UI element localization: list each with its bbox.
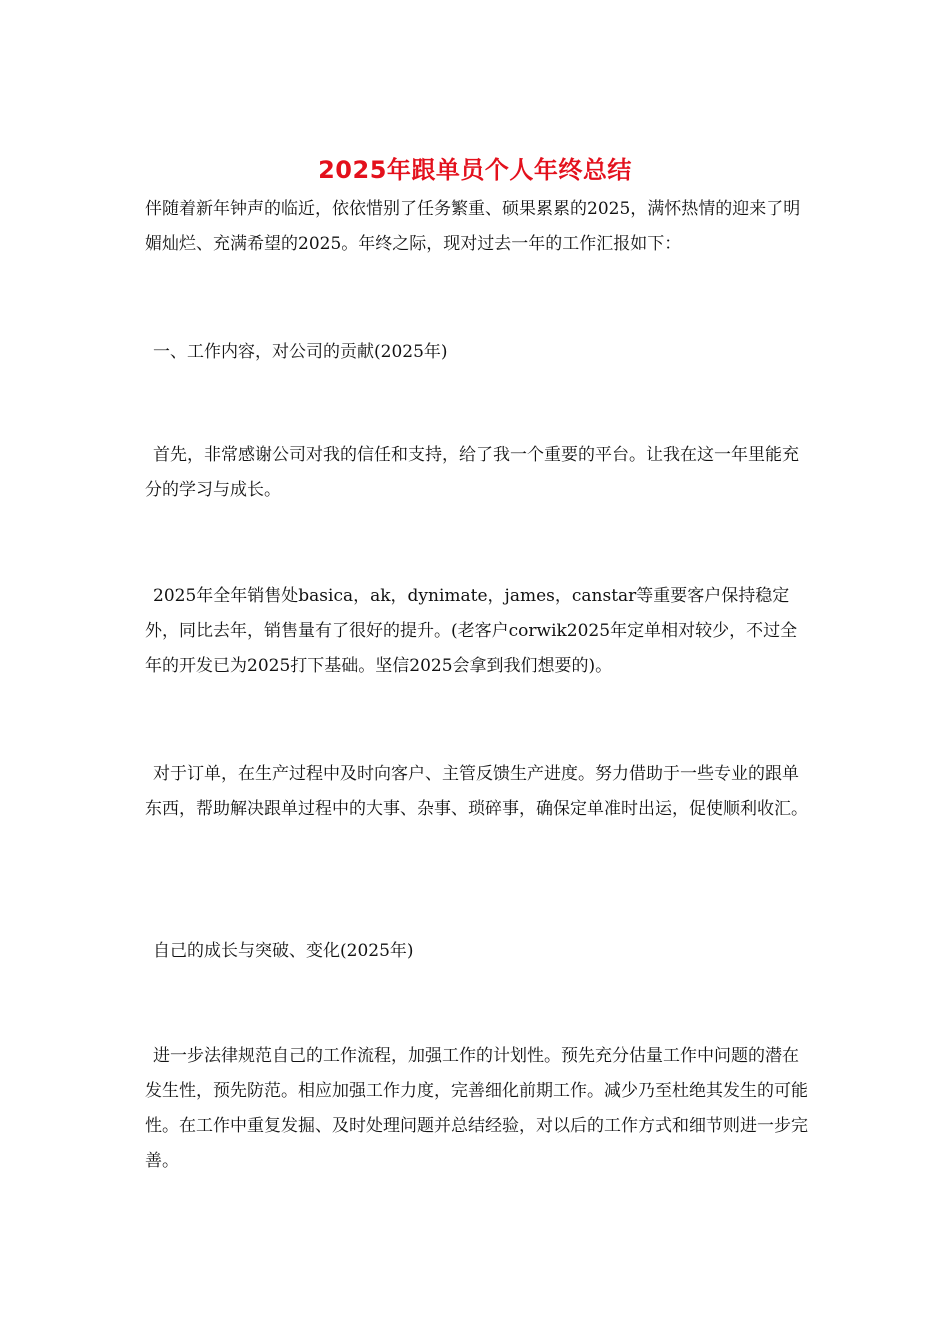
paragraph-intro: 伴随着新年钟声的临近，依依惜别了任务繁重、硕果累累的2025，满怀热情的迎来了明媚灿烂、充满希望的2025。年终之际，现对过去一年的工作汇报如下： xyxy=(145,199,801,254)
paragraph-orders: 对于订单，在生产过程中及时向客户、主管反馈生产进度。努力借助于一些专业的跟单东西，帮助解决跟单过程中的大事、杂事、琐碎事，确保定单准时出运，促使顺利收汇。 xyxy=(145,764,808,819)
section-heading-growth: 自己的成长与突破、变化(2025年) xyxy=(153,941,414,961)
paragraph-thanks: 首先，非常感谢公司对我的信任和支持，给了我一个重要的平台。让我在这一年里能充分的学习与成长。 xyxy=(145,445,799,500)
paragraph-sales: 2025年全年销售处basica，ak，dynimate，james，canstar等重要客户保持稳定外，同比去年，销售量有了很好的提升。(老客户corwik2025年定单相对较少，不过全年的开发已为2025打下基础。坚信2025会拿到我们想要的)。 xyxy=(145,586,798,676)
paragraph-improvement: 进一步法律规范自己的工作流程，加强工作的计划性。预先充分估量工作中问题的潜在发生性，预先防范。相应加强工作力度，完善细化前期工作。减少乃至杜绝其发生的可能性。在工作中重复发掘、及时处理问题并总结经验，对以后的工作方式和细节则进一步完善。 xyxy=(145,1046,808,1171)
document-title: 2025年跟单员个人年终总结 xyxy=(318,156,632,184)
section-heading-work-content: 一、工作内容，对公司的贡献(2025年) xyxy=(153,342,448,362)
